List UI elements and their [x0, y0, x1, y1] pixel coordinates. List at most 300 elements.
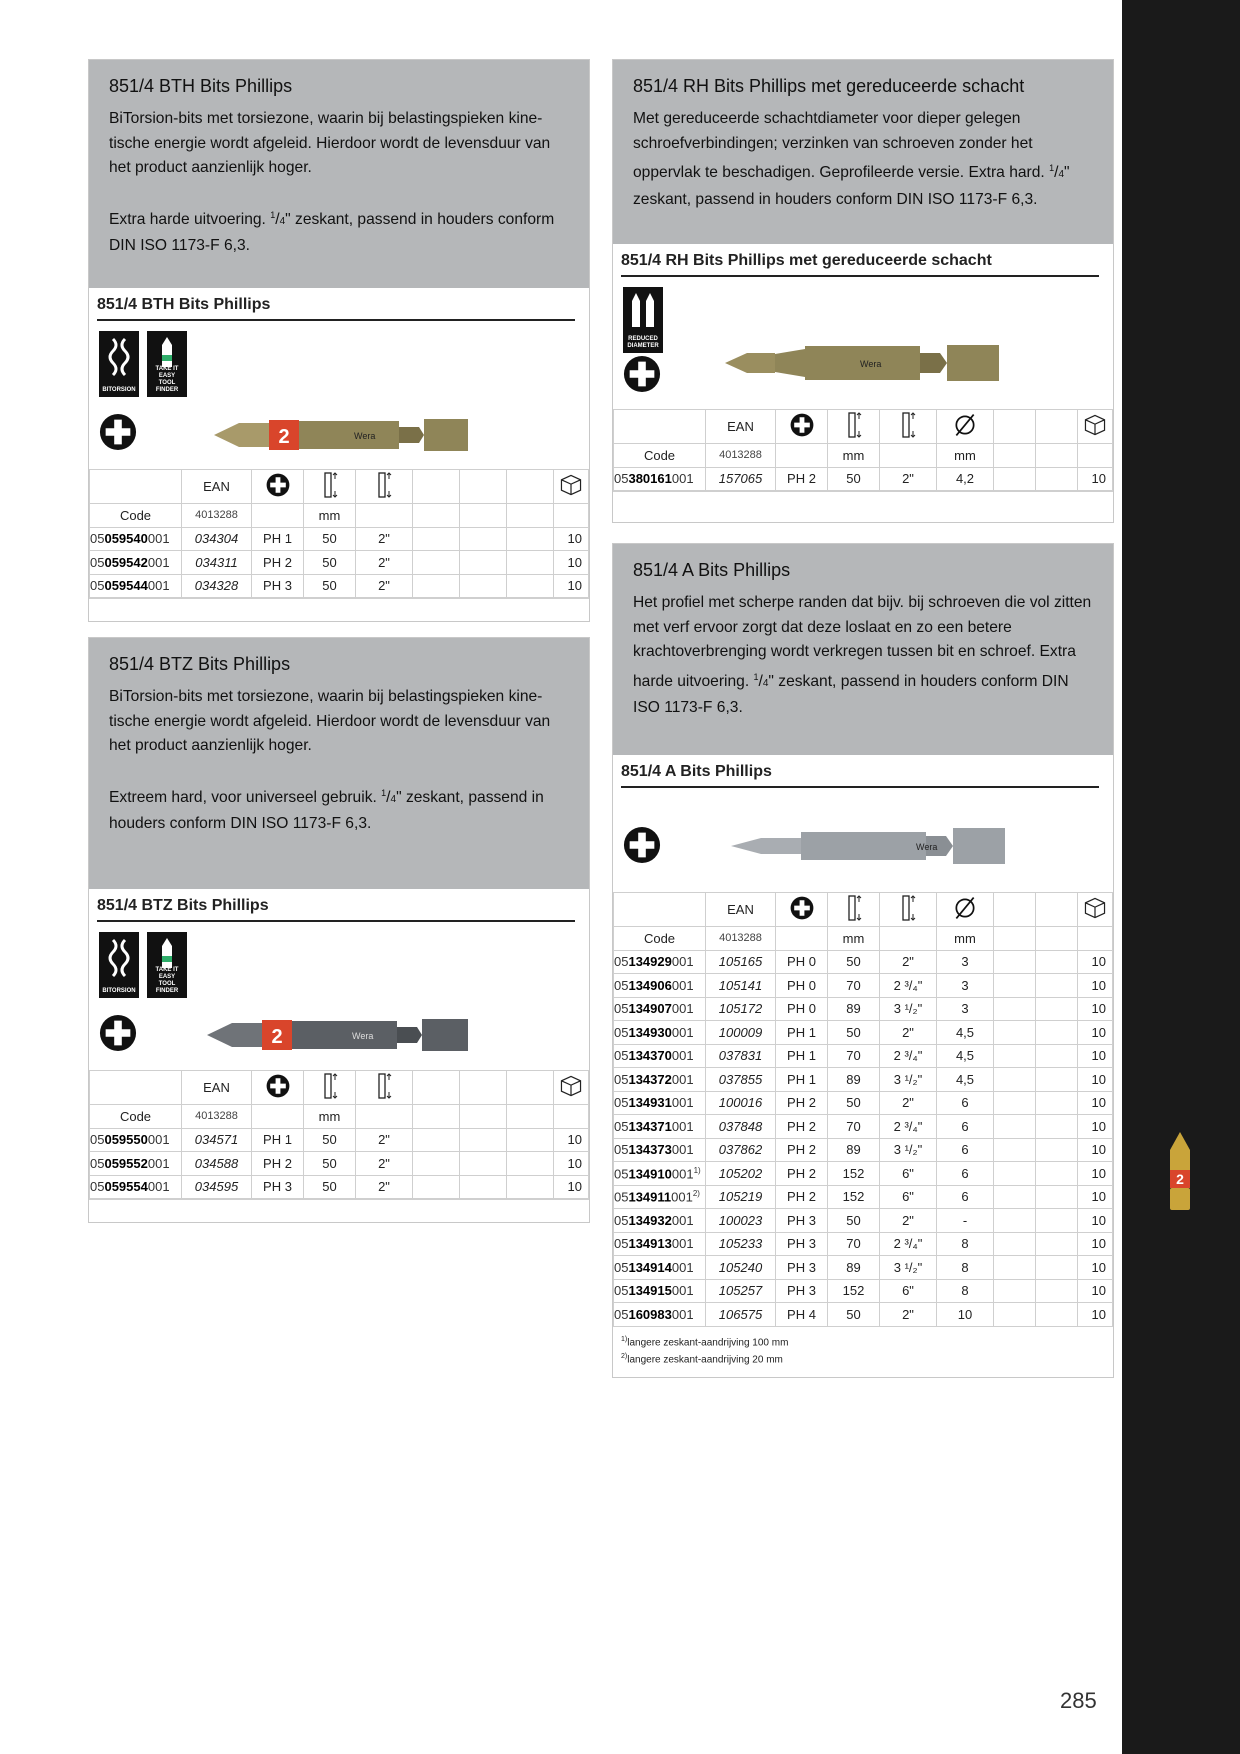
- rh-table: EAN Code 4013288 mm mm 05380161001 157065 PH 2 50 2" 4,2 10: [613, 409, 1113, 491]
- empty-cell: [1036, 997, 1078, 1021]
- article-code: 05059542001: [90, 551, 182, 575]
- empty-cell: [413, 1152, 460, 1176]
- diameter-mm: 6: [937, 1091, 994, 1115]
- table-row: [614, 1303, 1113, 1327]
- package-icon: [1082, 412, 1108, 438]
- take-it-easy-badge: TAKE IT EASY TOOL FINDER: [147, 932, 187, 998]
- pack-qty: 10: [1078, 1209, 1113, 1233]
- length-mm: 50: [828, 1209, 880, 1233]
- length-inch: 2": [356, 527, 413, 551]
- phillips-size: PH 0: [776, 974, 828, 998]
- ean-cell: 106575: [706, 1303, 776, 1327]
- length-inch-icon: [898, 410, 918, 440]
- empty-cell: [1036, 1044, 1078, 1068]
- length-mm: 50: [828, 467, 880, 491]
- table-row: [614, 1256, 1113, 1280]
- article-code: 05134914001: [614, 1256, 706, 1280]
- empty-cell: [507, 551, 554, 575]
- phillips-size: PH 2: [776, 1185, 828, 1209]
- table-row: [614, 1068, 1113, 1092]
- table-row: [90, 551, 589, 575]
- article-code: 05380161001: [614, 467, 706, 491]
- svg-text:Wera: Wera: [354, 431, 376, 441]
- length-inch: 3 ¹/₂": [880, 997, 937, 1021]
- table-row: [90, 1128, 589, 1152]
- card-a: [612, 543, 1114, 1378]
- article-code: 05134932001: [614, 1209, 706, 1233]
- pack-qty: 10: [554, 551, 589, 575]
- article-code: 05134910001$^{1)}$: [614, 1162, 706, 1186]
- ean-cell: 105141: [706, 974, 776, 998]
- table-row: [614, 1115, 1113, 1139]
- empty-cell: [994, 1256, 1036, 1280]
- diameter-icon: [952, 412, 978, 438]
- pack-qty: 10: [1078, 1091, 1113, 1115]
- length-mm: 50: [828, 950, 880, 974]
- pack-qty: 10: [1078, 1044, 1113, 1068]
- diameter-mm: 8: [937, 1279, 994, 1303]
- phillips-size: PH 1: [776, 1068, 828, 1092]
- length-inch: 6": [880, 1279, 937, 1303]
- length-mm: 50: [828, 1303, 880, 1327]
- bitorsion-badge: BITORSION: [99, 331, 139, 397]
- table-row: [90, 527, 589, 551]
- length-inch: 2": [880, 467, 937, 491]
- empty-cell: [994, 1044, 1036, 1068]
- diameter-mm: 4,5: [937, 1044, 994, 1068]
- empty-cell: [1036, 1279, 1078, 1303]
- length-inch: 2": [356, 1152, 413, 1176]
- pack-qty: 10: [1078, 1185, 1113, 1209]
- diameter-mm: 3: [937, 950, 994, 974]
- a-table: EAN Code 4013288 mm mm 05134929001 105165 PH 0 50 2" 3 10 05134906001 105141 PH 0 70 2 ³/₄" 3 10 05134907001 105172 PH 0 89 3 ¹/₂" 3 10 05134930001 100009 PH 1 50 2" 4,5 10 05134370001 037831 PH 1 70 2 ³/₄" 4,5 10 05134372001 037855 PH 1 89 3 ¹/₂" 4,5 10 05134931001 100016 PH 2 50 2" 6 10 05134371001 037848 PH 2 70 2 ³/₄" 6 10 05134373001 037862 PH 2 89 3 ¹/₂" 6 10 05134910001$^{1)}$ 105202 PH 2 152 6" 6 10 05134911001$^{2)}$ 105219 PH 2 152 6" 6 10 05134932001 100023 PH 3 50 2" - 10 05134913001 105233 PH 3 70 2 ³/₄" 8 10 05134914001 105240 PH 3 89 3 ¹/₂" 8 10 05134915001 105257 PH 3 152 6" 8 10 05160983001 106575 PH 4 50 2" 10 10: [613, 892, 1113, 1327]
- svg-text:Wera: Wera: [352, 1031, 374, 1041]
- article-code: 05134930001: [614, 1021, 706, 1045]
- empty-cell: [994, 1068, 1036, 1092]
- a-description: [613, 544, 1113, 755]
- phillips-size: PH 1: [252, 527, 304, 551]
- ean-cell: 157065: [706, 467, 776, 491]
- a-footnotes: [613, 1327, 1113, 1378]
- phillips-size: PH 2: [776, 1162, 828, 1186]
- empty-cell: [994, 1209, 1036, 1233]
- article-code: 05134372001: [614, 1068, 706, 1092]
- length-inch: 2": [880, 1021, 937, 1045]
- pack-qty: 10: [1078, 997, 1113, 1021]
- package-icon: [1082, 895, 1108, 921]
- pack-qty: 10: [1078, 1021, 1113, 1045]
- length-inch: 3 ¹/₂": [880, 1068, 937, 1092]
- empty-cell: [994, 1279, 1036, 1303]
- empty-cell: [1036, 1138, 1078, 1162]
- article-code: 05134929001: [614, 950, 706, 974]
- a-title: 851/4 A Bits Phillips: [633, 560, 791, 580]
- package-icon: [558, 472, 584, 498]
- empty-cell: [1036, 1232, 1078, 1256]
- empty-cell: [1036, 1068, 1078, 1092]
- article-code: 05134907001: [614, 997, 706, 1021]
- bth-para1: BiTorsion-bits met torsiezone, waarin bij belastingspieken kine-tische energie wordt afgeleid. Hierdoor wordt de levensduur van het product aanzienlijk hoger.: [109, 110, 551, 176]
- bth-table: EAN Code 4013288 mm 05059540001 034304 PH 1 50 2" 10 05059542001 034311 PH 2 50 2" 10 05059544001 034328 PH 3 50 2" 10: [89, 469, 589, 598]
- phillips-size: PH 2: [776, 1138, 828, 1162]
- svg-text:Wera: Wera: [860, 359, 882, 369]
- pack-qty: 10: [1078, 1115, 1113, 1139]
- ean-cell: 034311: [182, 551, 252, 575]
- length-mm: 50: [828, 1021, 880, 1045]
- ean-cell: 037831: [706, 1044, 776, 1068]
- phillips-size: PH 2: [252, 1152, 304, 1176]
- diameter-mm: 8: [937, 1232, 994, 1256]
- empty-cell: [994, 1162, 1036, 1186]
- empty-cell: [1036, 1115, 1078, 1139]
- phillips-size: PH 4: [776, 1303, 828, 1327]
- length-mm: 70: [828, 1232, 880, 1256]
- empty-cell: [1036, 1091, 1078, 1115]
- length-mm: 89: [828, 1138, 880, 1162]
- phillips-icon: [266, 1074, 290, 1098]
- pack-qty: 10: [1078, 1256, 1113, 1280]
- phillips-size: PH 0: [776, 997, 828, 1021]
- diameter-mm: 8: [937, 1256, 994, 1280]
- table-row: [614, 467, 1113, 491]
- article-code: 05059554001: [90, 1175, 182, 1199]
- take-it-easy-badge: TAKE IT EASY TOOL FINDER: [147, 331, 187, 397]
- pack-qty: 10: [554, 1128, 589, 1152]
- article-code: 05134911001$^{2)}$: [614, 1185, 706, 1209]
- svg-text:2: 2: [278, 426, 290, 448]
- rh-para1: Met gereduceerde schachtdiameter voor dieper gelegen schroefverbindingen; verzinken van schroeven zonder het oppervlak te beschadigen. Geprofileerde versie. Extra hard. $^1$/4" zeskant, passend in houders conform DIN ISO 1173-F 6,3.: [633, 110, 1070, 208]
- phillips-size: PH 1: [776, 1021, 828, 1045]
- diameter-mm: 4,2: [937, 467, 994, 491]
- rh-description: [613, 60, 1113, 244]
- ean-cell: 034304: [182, 527, 252, 551]
- ean-cell: 034571: [182, 1128, 252, 1152]
- diameter-mm: 4,5: [937, 1021, 994, 1045]
- article-code: 05059540001: [90, 527, 182, 551]
- phillips-icon: [623, 826, 661, 864]
- pack-qty: 10: [1078, 1232, 1113, 1256]
- diameter-icon: [952, 895, 978, 921]
- phillips-icon: [99, 413, 137, 451]
- bit-image-rh: [725, 341, 1001, 385]
- bth-description: [89, 60, 589, 288]
- pack-qty: 10: [1078, 1279, 1113, 1303]
- bitorsion-badge: BITORSION: [99, 932, 139, 998]
- reduced-diameter-badge: REDUCED DIAMETER: [623, 287, 663, 353]
- empty-cell: [1036, 1021, 1078, 1045]
- phillips-size: PH 3: [776, 1209, 828, 1233]
- bth-para2: Extra harde uitvoering. $^1$/4" zeskant, passend in houders conform DIN ISO 1173-F 6,3.: [109, 209, 555, 255]
- length-inch: 6": [880, 1185, 937, 1209]
- btz-para2: Extreem hard, voor universeel gebruik. $^1$/4" zeskant, passend in houders conform DIN ISO 1173-F 6,3.: [109, 787, 544, 833]
- bit-image-bth: [214, 415, 469, 455]
- table-row: [614, 1232, 1113, 1256]
- a-para1: Het profiel met scherpe randen dat bijv. bij schroeven die vol zitten met verf ervoor zorgt dat deze loslaat en zo een betere krachtoverbrenging wordt verkregen tussen bit en schroef. Extra harde uitvoering. $^1$/4" zeskant, passend in houders conform DIN ISO 1173-F 6,3.: [633, 594, 1092, 717]
- length-mm-icon: [320, 470, 340, 500]
- ean-cell: 105219: [706, 1185, 776, 1209]
- phillips-size: PH 2: [776, 1091, 828, 1115]
- ean-cell: 105240: [706, 1256, 776, 1280]
- empty-cell: [994, 1021, 1036, 1045]
- length-mm: 50: [304, 527, 356, 551]
- pack-qty: 10: [554, 527, 589, 551]
- btz-description: [89, 638, 589, 889]
- length-inch: 2": [356, 1175, 413, 1199]
- svg-text:Wera: Wera: [916, 842, 938, 852]
- ean-cell: 105233: [706, 1232, 776, 1256]
- card-bth: [88, 59, 590, 622]
- empty-cell: [413, 551, 460, 575]
- page-number: 285: [1060, 1688, 1097, 1713]
- article-code: 05134373001: [614, 1138, 706, 1162]
- ean-cell: 105165: [706, 950, 776, 974]
- bit-image-a: [731, 824, 1007, 868]
- ean-cell: 105257: [706, 1279, 776, 1303]
- table-row: [614, 1209, 1113, 1233]
- rh-subtitle: 851/4 RH Bits Phillips met gereduceerde schacht: [621, 252, 1099, 277]
- chapter-tab-bit-icon[interactable]: [1166, 1130, 1194, 1212]
- length-mm: 50: [304, 1175, 356, 1199]
- length-inch: 2": [356, 1128, 413, 1152]
- phillips-icon: [790, 413, 814, 437]
- ean-cell: 037862: [706, 1138, 776, 1162]
- phillips-size: PH 2: [776, 467, 828, 491]
- btz-subtitle: 851/4 BTZ Bits Phillips: [97, 897, 575, 922]
- empty-cell: [413, 574, 460, 598]
- phillips-icon: [790, 896, 814, 920]
- pack-qty: 10: [554, 1152, 589, 1176]
- bth-subtitle: 851/4 BTH Bits Phillips: [97, 296, 575, 321]
- phillips-size: PH 3: [252, 1175, 304, 1199]
- phillips-size: PH 1: [252, 1128, 304, 1152]
- pack-qty: 10: [1078, 1138, 1113, 1162]
- empty-cell: [460, 527, 507, 551]
- empty-cell: [994, 1232, 1036, 1256]
- empty-cell: [507, 1175, 554, 1199]
- phillips-size: PH 3: [252, 574, 304, 598]
- length-mm: 70: [828, 974, 880, 998]
- empty-cell: [413, 1175, 460, 1199]
- footnote-2: $^{2)}$langere zeskant-aandrijving 20 mm: [621, 1352, 783, 1366]
- length-inch: 2 ³/₄": [880, 1115, 937, 1139]
- empty-cell: [1036, 1185, 1078, 1209]
- length-mm: 89: [828, 1256, 880, 1280]
- empty-cell: [460, 574, 507, 598]
- pack-qty: 10: [1078, 467, 1113, 491]
- empty-cell: [507, 574, 554, 598]
- length-mm: 50: [304, 1128, 356, 1152]
- empty-cell: [994, 467, 1036, 491]
- article-code: 05134370001: [614, 1044, 706, 1068]
- article-code: 05059550001: [90, 1128, 182, 1152]
- length-mm: 70: [828, 1115, 880, 1139]
- empty-cell: [1036, 1162, 1078, 1186]
- diameter-mm: 4,5: [937, 1068, 994, 1092]
- article-code: 05134906001: [614, 974, 706, 998]
- length-inch: 3 ¹/₂": [880, 1138, 937, 1162]
- empty-cell: [460, 551, 507, 575]
- article-code: 05134931001: [614, 1091, 706, 1115]
- empty-cell: [413, 1128, 460, 1152]
- rh-title: 851/4 RH Bits Phillips met gereduceerde schacht: [633, 76, 1025, 96]
- empty-cell: [1036, 1303, 1078, 1327]
- empty-cell: [507, 1152, 554, 1176]
- length-inch: 2 ³/₄": [880, 1232, 937, 1256]
- length-mm: 50: [828, 1091, 880, 1115]
- chapter-tab-label: 2: [1176, 1171, 1184, 1187]
- pack-qty: 10: [554, 1175, 589, 1199]
- empty-cell: [460, 1152, 507, 1176]
- ean-cell: 100009: [706, 1021, 776, 1045]
- length-mm: 50: [304, 551, 356, 575]
- empty-cell: [994, 997, 1036, 1021]
- table-row: [614, 950, 1113, 974]
- diameter-mm: 6: [937, 1138, 994, 1162]
- empty-cell: [507, 527, 554, 551]
- phillips-size: PH 3: [776, 1256, 828, 1280]
- empty-cell: [994, 974, 1036, 998]
- btz-table: EAN Code 4013288 mm 05059550001 034571 PH 1 50 2" 10 05059552001 034588 PH 2 50 2" 10 05059554001 034595 PH 3 50 2" 10: [89, 1070, 589, 1199]
- pack-qty: 10: [554, 574, 589, 598]
- article-code: 05059544001: [90, 574, 182, 598]
- length-mm-icon: [844, 893, 864, 923]
- empty-cell: [994, 1115, 1036, 1139]
- table-row: [614, 974, 1113, 998]
- length-inch-icon: [374, 1071, 394, 1101]
- empty-cell: [460, 1175, 507, 1199]
- bit-image-btz: [207, 1014, 469, 1056]
- length-mm: 89: [828, 1068, 880, 1092]
- ean-cell: 034595: [182, 1175, 252, 1199]
- length-mm: 50: [304, 574, 356, 598]
- table-row: [614, 1091, 1113, 1115]
- phillips-size: PH 0: [776, 950, 828, 974]
- table-row: [90, 1152, 589, 1176]
- length-inch: 2": [356, 551, 413, 575]
- length-mm: 152: [828, 1162, 880, 1186]
- pack-qty: 10: [1078, 974, 1113, 998]
- phillips-icon: [99, 1014, 137, 1052]
- length-mm: 152: [828, 1279, 880, 1303]
- length-inch: 2": [880, 950, 937, 974]
- btz-title: 851/4 BTZ Bits Phillips: [109, 654, 291, 674]
- empty-cell: [994, 1185, 1036, 1209]
- length-inch: 6": [880, 1162, 937, 1186]
- diameter-mm: 3: [937, 997, 994, 1021]
- ean-cell: 037848: [706, 1115, 776, 1139]
- ean-cell: 105202: [706, 1162, 776, 1186]
- right-sidebar: [1122, 0, 1240, 1754]
- empty-cell: [1036, 467, 1078, 491]
- footnote-1: $^{1)}$langere zeskant-aandrijving 100 mm: [621, 1335, 789, 1348]
- empty-cell: [994, 950, 1036, 974]
- pack-qty: 10: [1078, 950, 1113, 974]
- ean-cell: 034588: [182, 1152, 252, 1176]
- table-row: [614, 997, 1113, 1021]
- table-row: [614, 1279, 1113, 1303]
- empty-cell: [1036, 1209, 1078, 1233]
- phillips-size: PH 3: [776, 1279, 828, 1303]
- card-rh: [612, 59, 1114, 523]
- btz-para1: BiTorsion-bits met torsiezone, waarin bij belastingspieken kine-tische energie wordt afgeleid. Hierdoor wordt de levensduur van het product aanzienlijk hoger.: [109, 688, 551, 754]
- length-mm: 50: [304, 1152, 356, 1176]
- ean-cell: 037855: [706, 1068, 776, 1092]
- table-row: [90, 1175, 589, 1199]
- phillips-size: PH 1: [776, 1044, 828, 1068]
- diameter-mm: 6: [937, 1185, 994, 1209]
- table-row: [90, 574, 589, 598]
- bth-title: 851/4 BTH Bits Phillips: [109, 76, 293, 96]
- length-inch: 2": [880, 1303, 937, 1327]
- empty-cell: [1036, 950, 1078, 974]
- length-inch: 2": [356, 574, 413, 598]
- empty-cell: [460, 1128, 507, 1152]
- phillips-icon: [623, 355, 661, 393]
- table-row: [614, 1138, 1113, 1162]
- table-row: [614, 1162, 1113, 1186]
- svg-text:2: 2: [271, 1026, 283, 1048]
- pack-qty: 10: [1078, 1162, 1113, 1186]
- empty-cell: [994, 1303, 1036, 1327]
- length-mm-icon: [320, 1071, 340, 1101]
- table-row: [614, 1044, 1113, 1068]
- phillips-size: PH 2: [252, 551, 304, 575]
- card-btz: [88, 637, 590, 1223]
- diameter-mm: 3: [937, 974, 994, 998]
- ean-cell: 105172: [706, 997, 776, 1021]
- pack-qty: 10: [1078, 1068, 1113, 1092]
- diameter-mm: -: [937, 1209, 994, 1233]
- length-mm-icon: [844, 410, 864, 440]
- empty-cell: [994, 1138, 1036, 1162]
- article-code: 05134371001: [614, 1115, 706, 1139]
- length-mm: 70: [828, 1044, 880, 1068]
- table-row: [614, 1021, 1113, 1045]
- empty-cell: [1036, 974, 1078, 998]
- ean-cell: 034328: [182, 574, 252, 598]
- length-inch: 2 ³/₄": [880, 974, 937, 998]
- article-code: 05160983001: [614, 1303, 706, 1327]
- empty-cell: [1036, 1256, 1078, 1280]
- length-mm: 152: [828, 1185, 880, 1209]
- length-inch-icon: [374, 470, 394, 500]
- length-mm: 89: [828, 997, 880, 1021]
- a-subtitle: 851/4 A Bits Phillips: [621, 763, 1099, 788]
- phillips-size: PH 3: [776, 1232, 828, 1256]
- table-row: [614, 1185, 1113, 1209]
- length-inch-icon: [898, 893, 918, 923]
- diameter-mm: 6: [937, 1162, 994, 1186]
- ean-cell: 100023: [706, 1209, 776, 1233]
- empty-cell: [507, 1128, 554, 1152]
- empty-cell: [994, 1091, 1036, 1115]
- article-code: 05059552001: [90, 1152, 182, 1176]
- length-inch: 2 ³/₄": [880, 1044, 937, 1068]
- length-inch: 2": [880, 1209, 937, 1233]
- empty-cell: [413, 527, 460, 551]
- article-code: 05134915001: [614, 1279, 706, 1303]
- pack-qty: 10: [1078, 1303, 1113, 1327]
- diameter-mm: 6: [937, 1115, 994, 1139]
- article-code: 05134913001: [614, 1232, 706, 1256]
- package-icon: [558, 1073, 584, 1099]
- ean-cell: 100016: [706, 1091, 776, 1115]
- diameter-mm: 10: [937, 1303, 994, 1327]
- phillips-icon: [266, 473, 290, 497]
- length-inch: 2": [880, 1091, 937, 1115]
- phillips-size: PH 2: [776, 1115, 828, 1139]
- length-inch: 3 ¹/₂": [880, 1256, 937, 1280]
